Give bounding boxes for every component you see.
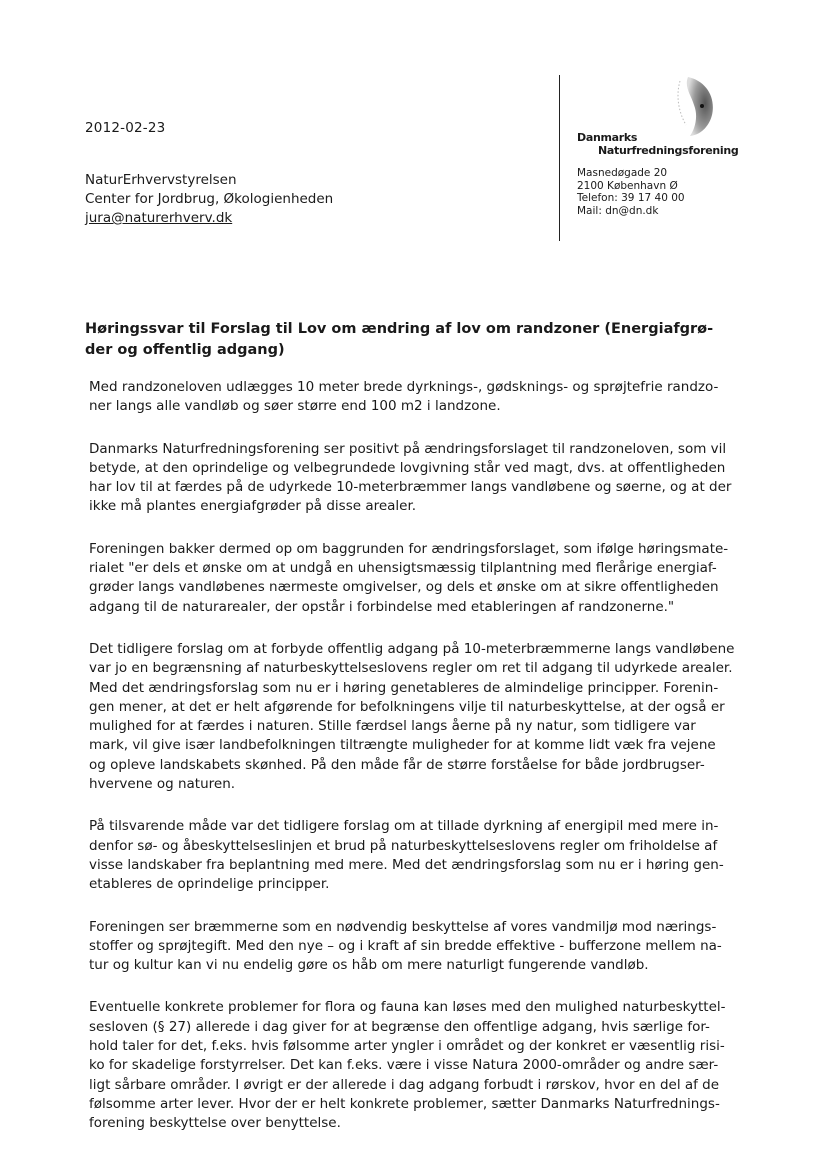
- paragraph-line: denfor sø- og åbeskyttelseslinjen et brud på naturbeskyttelseslovens regler om friholdelse af: [89, 837, 718, 854]
- paragraph-line: mulighed for at færdes i naturen. Stille færdsel langs åerne på ny natur, som tidligere var: [89, 718, 696, 735]
- paragraph-line: Foreningen bakker dermed op om baggrunden for ændringsforslaget, som ifølge høringsmate-: [89, 540, 729, 557]
- paragraph-line: sesloven (§ 27) allerede i dag giver for at begrænse den offentlige adgang, hvis særlige for-: [89, 1018, 710, 1035]
- body-paragraph: [89, 378, 737, 417]
- letter-date: 2012-02-23: [85, 120, 166, 136]
- body-paragraph: [89, 640, 737, 794]
- recipient-name: NaturErhvervstyrelsen: [85, 172, 237, 188]
- paragraph-line: Foreningen ser bræmmerne som en nødvendig beskyttelse af vores vandmiljø mod nærings-: [89, 918, 717, 935]
- paragraph-line: Med det ændringsforslag som nu er i høring genetableres de almindelige principper. Forenin-: [89, 679, 719, 696]
- sender-street: Masnedøgade 20: [577, 167, 668, 179]
- paragraph-line: Med randzoneloven udlægges 10 meter brede dyrknings-, gødsknings- og sprøjtefrie randzo-: [89, 379, 719, 395]
- paragraph-line: og opleve landskabets skønhed. På den måde får de større forståelse for både jordbrugser-: [89, 756, 705, 773]
- paragraph-line: ligt sårbare områder. I øvrigt er der allerede i dag adgang forbudt i rørskov, hvor en del af de: [89, 1076, 720, 1093]
- recipient-email-link[interactable]: jura@naturerhverv.dk: [85, 210, 233, 226]
- paragraph-line: adgang til de naturarealer, der opstår i forbindelse med etableringen af randzonerne.": [89, 598, 675, 615]
- paragraph-line: etableres de oprindelige principper.: [89, 876, 330, 893]
- paragraph-line: tur og kultur kan vi nu endelig gøre os håb om mere naturligt fungerende vandløb.: [89, 957, 649, 974]
- sender-address: [577, 167, 685, 217]
- paragraph-line: grøder langs vandløbenes nærmeste omgivelser, og dels et ønske om at sikre offentligheden: [89, 579, 719, 596]
- paragraph-line: Danmarks Naturfredningsforening ser positivt på ændringsforslaget til randzoneloven, som vil: [89, 440, 727, 457]
- paragraph-line: forening beskyttelse over benyttelse.: [89, 1115, 341, 1132]
- document-heading: [85, 319, 745, 361]
- paragraph-line: Det tidligere forslag om at forbyde offentlig adgang på 10-meterbræmmerne langs vandløbene: [89, 640, 735, 657]
- sender-mail: Mail: dn@dn.dk: [577, 204, 659, 217]
- organization-name-line2: Naturfredningsforening: [598, 144, 739, 157]
- paragraph-line: var jo en begrænsning af naturbeskyttelseslovens regler om ret til adgang til udyrkede arealer.: [89, 660, 733, 677]
- body-paragraph: [89, 918, 737, 976]
- paragraph-line: ko for skadelige forstyrrelser. Det kan f.eks. være i visse Natura 2000-områder og andre sær-: [89, 1057, 719, 1074]
- sender-city: 2100 København Ø: [577, 179, 678, 192]
- recipient-department: Center for Jordbrug, Økologienheden: [85, 191, 334, 207]
- body-paragraph: [89, 817, 737, 894]
- header-divider: [559, 75, 560, 241]
- body-paragraph: [89, 998, 737, 1133]
- paragraph-line: ikke må plantes energiafgrøder på disse arealer.: [89, 498, 417, 515]
- letter-body: [89, 378, 737, 1157]
- paragraph-line: har lov til at færdes på de udyrkede 10-meterbræmmer langs vandløbene og søerne, og at der: [89, 479, 732, 496]
- body-paragraph: [89, 440, 737, 517]
- organization-logo-icon: [666, 75, 716, 137]
- paragraph-line: følsomme arter lever. Hvor der er helt konkrete problemer, sætter Danmarks Naturfrednings-: [89, 1095, 720, 1112]
- paragraph-line: mark, vil give især landbefolkningen tiltrængte muligheder for at komme lidt væk fra vejene: [89, 737, 716, 754]
- paragraph-line: stoffer og sprøjtegift. Med den nye – og i kraft af sin bredde effektive - bufferzone mellem na-: [89, 937, 722, 954]
- paragraph-line: visse landskaber fra beplantning med mere. Med det ændringsforslag som nu er i høring gen-: [89, 856, 724, 873]
- paragraph-line: På tilsvarende måde var det tidligere forslag om at tillade dyrkning af energipil med mere in-: [89, 818, 719, 835]
- sender-phone: Telefon: 39 17 40 00: [577, 192, 685, 204]
- paragraph-line: hold taler for det, f.eks. hvis følsomme arter yngler i området og der konkret er væsentlig risi-: [89, 1038, 725, 1055]
- organization-name-line1: Danmarks: [577, 131, 638, 144]
- paragraph-line: rialet "er dels et ønske om at undgå en uhensigtsmæssig tilplantning med flerårige energiaf-: [89, 560, 717, 577]
- recipient-block: [85, 171, 333, 228]
- organization-name: [577, 131, 738, 157]
- paragraph-line: gen mener, at det er helt afgørende for befolkningens vilje til naturbeskyttelse, at der også er: [89, 698, 725, 715]
- heading-line: der og offentlig adgang): [85, 342, 285, 358]
- paragraph-line: hvervene og naturen.: [89, 776, 236, 793]
- body-paragraph: [89, 540, 737, 617]
- heading-line: Høringssvar til Forslag til Lov om ændring af lov om randzoner (Energiafgrø-: [85, 321, 714, 337]
- paragraph-line: ner langs alle vandløb og søer større end 100 m2 i landzone.: [89, 398, 501, 415]
- paragraph-line: betyde, at den oprindelige og velbegrundede lovgivning står ved magt, dvs. at offentligheden: [89, 459, 726, 476]
- paragraph-line: Eventuelle konkrete problemer for flora og fauna kan løses med den mulighed naturbeskyttel-: [89, 999, 726, 1016]
